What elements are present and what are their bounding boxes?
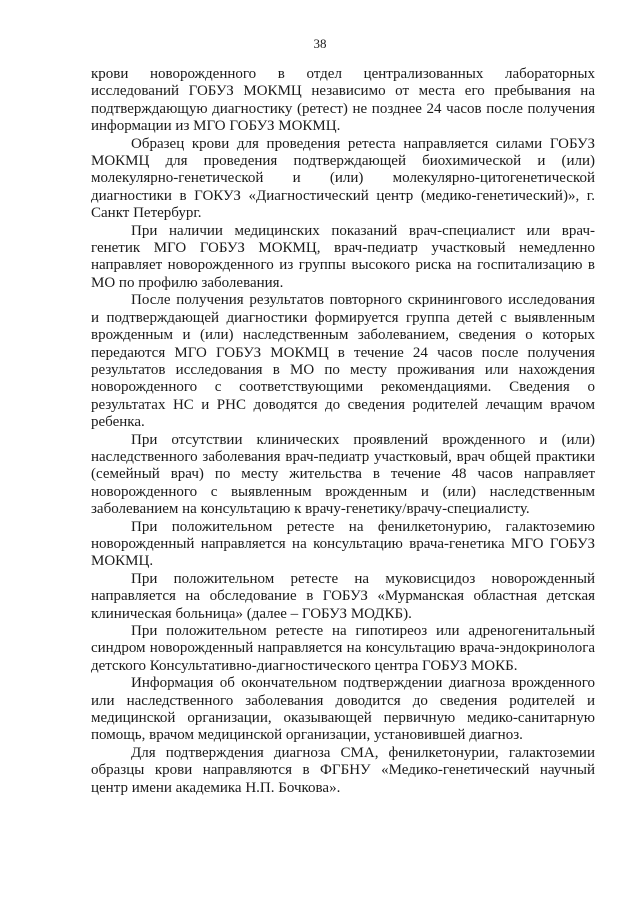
paragraph-3: При наличии медицинских показаний врач-специалист или врач-генетик МГО ГОБУЗ МОКМЦ, врач-педиатр участковый немедленно направляет новорожденного из группы высокого риска на госпитализацию в МО по профилю заболевания. xyxy=(91,222,595,291)
paragraph-10: Для подтверждения диагноза СМА, фенилкетонурии, галактоземии образцы крови направляются в ФГБНУ «Медико-генетический научный центр имени академика Н.П. Бочкова». xyxy=(91,744,595,796)
paragraph-5: При отсутствии клинических проявлений врожденного и (или) наследственного заболевания врач-педиатр участковый, врач общей практики (семейный врач) по месту жительства в течение 48 часов направляет новорожденного с выявленным врожденным и (или) наследственным заболеванием на консультацию к врачу-генетику/врачу-специалисту. xyxy=(91,431,595,518)
paragraph-4: После получения результатов повторного скринингового исследования и подтверждающей диагностики формируется группа детей с выявленным врожденным и (или) наследственным заболеванием, сведения о которых передаются МГО ГОБУЗ МОКМЦ в течение 24 часов после получения результатов исследования в МО по месту проживания или нахождения новорожденного с соответствующими рекомендациями. Сведения о результатах НС и РНС доводятся до сведения родителей лечащим врачом ребенка. xyxy=(91,292,595,431)
paragraph-8: При положительном ретесте на гипотиреоз или адреногенитальный синдром новорожденный направляется на консультацию врача-эндокринолога детского Консультативно-диагностического центра ГОБУЗ МОКБ. xyxy=(91,623,595,674)
paragraph-2: Образец крови для проведения ретеста направляется силами ГОБУЗ МОКМЦ для проведения подтверждающей биохимической и (или) молекулярно-генетической и (или) молекулярно-цитогенетической диагностики в ГОКУЗ «Диагностический центр (медико-генетический)», г. Санкт Петербург. xyxy=(91,135,595,222)
paragraph-1: крови новорожденного в отдел централизованных лабораторных исследований ГОБУЗ МОКМЦ независимо от места его пребывания на подтверждающую диагностику (ретест) не позднее 24 часов после получения информации из МГО ГОБУЗ МОКМЦ. xyxy=(91,66,595,135)
page-number: 38 xyxy=(313,36,327,51)
body-text xyxy=(91,66,595,797)
paragraph-6: При положительном ретесте на фенилкетонурию, галактоземию новорожденный направляется на консультацию врача-генетика МГО ГОБУЗ МОКМЦ. xyxy=(91,518,595,570)
paragraph-7: При положительном ретесте на муковисцидоз новорожденный направляется на обследование в ГОБУЗ «Мурманская областная детская клиническая больница» (далее – ГОБУЗ МОДКБ). xyxy=(91,570,595,622)
paragraph-9: Информация об окончательном подтверждении диагноза врожденного или наследственного заболевания доводится до сведения родителей и медицинской организации, оказывающей первичную медико-санитарную помощь, врачом медицинской организации, установившей диагноз. xyxy=(91,675,595,744)
